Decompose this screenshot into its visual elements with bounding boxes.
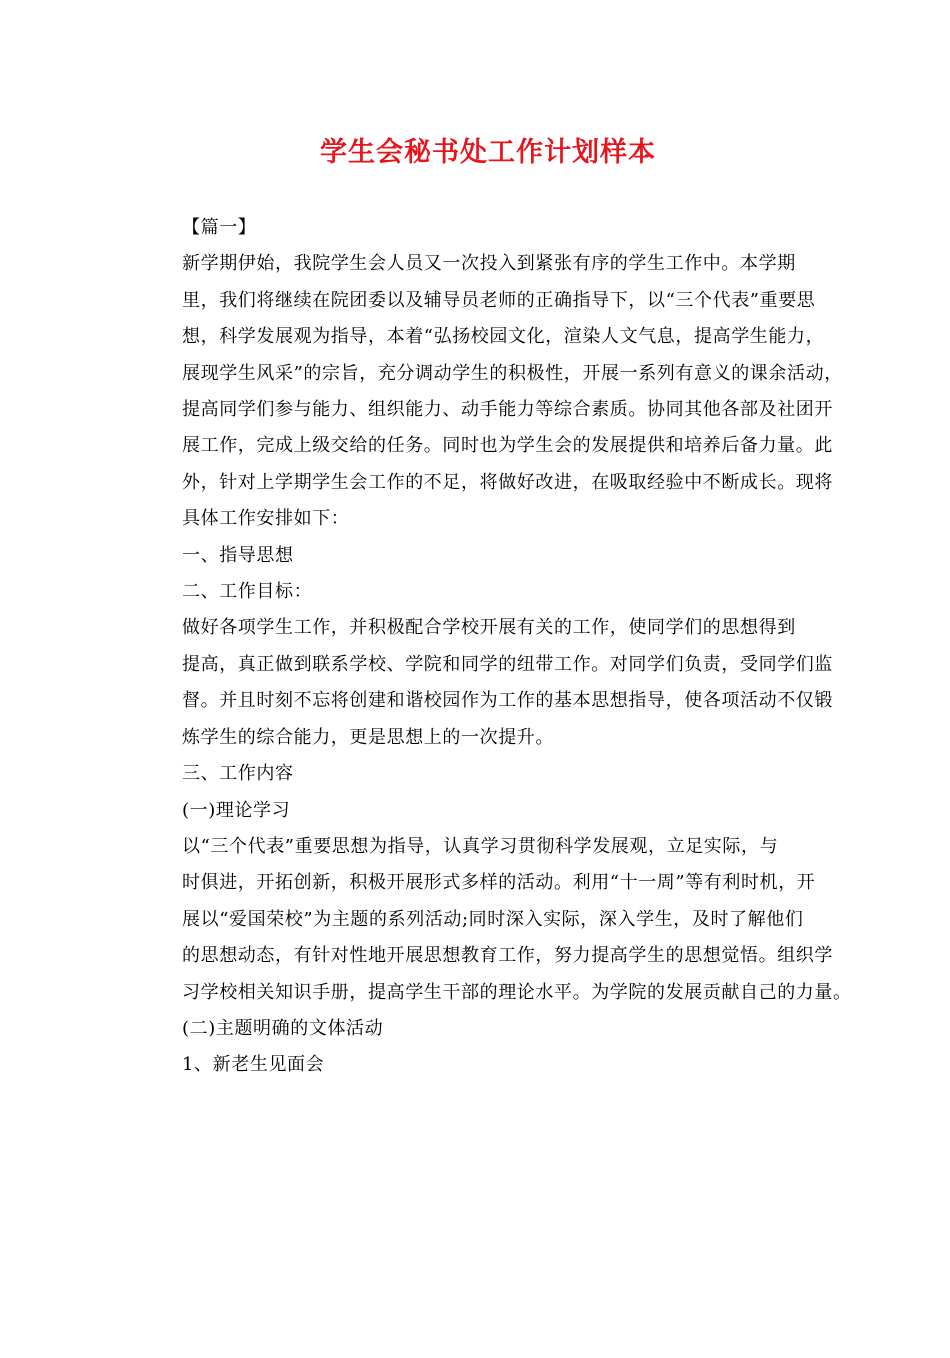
paragraph (146, 756, 820, 792)
paragraph (146, 210, 820, 246)
paragraph (146, 538, 820, 574)
paragraph (146, 829, 852, 1011)
text-line: 展工作，完成上级交给的任务。同时也为学生会的发展提供和培养后备力量。此 (182, 435, 833, 457)
text-line: 里，我们将继续在院团委以及辅导员老师的正确指导下，以“三个代表”重要思 (182, 289, 816, 311)
text-line: 具体工作安排如下： (182, 508, 350, 530)
text-line: 想，科学发展观为指导，本着“弘扬校园文化，渲染人文气息，提高学生能力， (182, 326, 825, 348)
text-line: 【篇一】 (182, 217, 257, 238)
paragraph (146, 246, 843, 537)
paragraph (146, 793, 820, 829)
text-line: 以“三个代表”重要思想为指导，认真学习贯彻科学发展观，立足实际，与 (182, 835, 779, 857)
text-line: 新学期伊始，我院学生会人员又一次投入到紧张有序的学生工作中。本学期 (182, 253, 796, 275)
text-line: 展以“爱国荣校”为主题的系列活动;同时深入实际，深入学生，及时了解他们 (182, 908, 804, 930)
text-line: 时俱进，开拓创新，积极开展形式多样的活动。利用“十一周”等有利时机，开 (182, 872, 816, 894)
text-line: 提高，真正做到联系学校、学院和同学的纽带工作。对同学们负责，受同学们监 (182, 653, 833, 675)
text-line: 展现学生风采”的宗旨，充分调动学生的积极性，开展一系列有意义的课余活动， (182, 362, 843, 384)
text-line: 习学校相关知识手册，提高学生干部的理论水平。为学院的发展贡献自己的力量。 (182, 981, 852, 1003)
paragraph (146, 1047, 820, 1083)
text-line: 提高同学们参与能力、组织能力、动手能力等综合素质。协同其他各部及社团开 (182, 399, 833, 421)
text-line: (二)主题明确的文体活动 (182, 1017, 384, 1039)
text-line: 一、指导思想 (182, 544, 294, 566)
document-page (0, 128, 950, 1358)
paragraph (146, 610, 833, 756)
text-line: 二、工作目标： (182, 581, 313, 603)
text-line: 1、新老生见面会 (182, 1054, 325, 1076)
text-line: 做好各项学生工作，并积极配合学校开展有关的工作，使同学们的思想得到 (182, 617, 796, 639)
text-line: 的思想动态，有针对性地开展思想教育工作，努力提高学生的思想觉悟。组织学 (182, 945, 833, 967)
text-line: 三、工作内容 (182, 763, 294, 785)
text-line: 炼学生的综合能力，更是思想上的一次提升。 (182, 726, 554, 748)
text-line: (一)理论学习 (182, 799, 291, 821)
paragraph (146, 1011, 820, 1047)
document-body (146, 210, 852, 1084)
text-line: 外，针对上学期学生会工作的不足，将做好改进，在吸取经验中不断成长。现将 (182, 471, 833, 493)
document-title: 学生会秘书处工作计划样本 (320, 137, 656, 168)
paragraph (146, 574, 820, 610)
text-line: 督。并且时刻不忘将创建和谐校园作为工作的基本思想指导，使各项活动不仅锻 (182, 690, 833, 712)
